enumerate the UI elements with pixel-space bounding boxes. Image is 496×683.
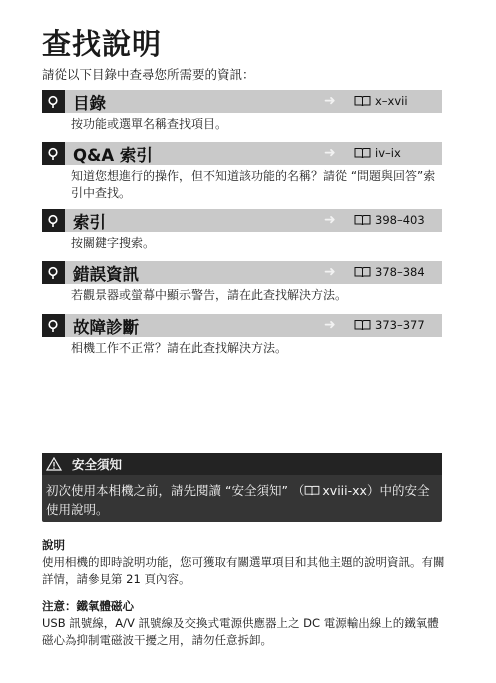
search-icon [42, 90, 65, 113]
entry-bar[interactable] [42, 142, 442, 165]
safety-text-after: ）中的安全使用說明。 [46, 483, 430, 517]
safety-title: 安全須知 [72, 457, 123, 472]
entry-description: 知道您想進行的操作，但不知道該功能的名稱？請從 “問題與回答”索引中查找。 [71, 169, 436, 200]
page-range: 378–384 [375, 265, 425, 279]
entry-bar[interactable] [42, 209, 442, 232]
page-reference[interactable] [354, 318, 425, 332]
safety-notice-box [42, 453, 442, 522]
notice-title: 注意：鐵氧體磁心 [42, 599, 134, 613]
entry-description: 相機工作不正常？請在此查找解決方法。 [71, 341, 288, 355]
entry-label: 索引 [73, 212, 106, 232]
entry-label: 目錄 [73, 93, 106, 113]
book-icon [304, 485, 320, 496]
page-reference[interactable] [354, 213, 425, 227]
page-reference[interactable] [354, 146, 401, 160]
page-title: 查找說明 [42, 27, 163, 61]
book-icon [354, 214, 371, 226]
search-icon [42, 261, 65, 284]
toc-entry[interactable] [42, 142, 442, 202]
arrow-right-icon: ➜ [324, 264, 336, 280]
search-icon [42, 142, 65, 165]
safety-header [42, 453, 442, 475]
book-icon [354, 266, 371, 278]
help-body: 使用相機的即時說明功能，您可獲取有關選單項目和其他主題的說明資訊。有關詳情，請參見第 21 頁內容。 [42, 555, 445, 586]
page-range: 398–403 [375, 213, 425, 227]
search-icon [42, 314, 65, 337]
safety-page-ref[interactable]: xviii-xx [322, 483, 367, 498]
arrow-right-icon: ➜ [324, 93, 336, 109]
page-range: x–xvii [375, 94, 408, 108]
arrow-right-icon: ➜ [324, 145, 336, 161]
toc-entry[interactable] [42, 261, 442, 304]
safety-body [42, 475, 442, 519]
safety-text-before: 初次使用本相機之前，請先閱讀 “安全須知” （ [46, 483, 305, 498]
book-icon [354, 319, 371, 331]
help-title: 說明 [42, 538, 65, 552]
entry-label: Q&A 索引 [73, 145, 153, 165]
arrow-right-icon: ➜ [324, 212, 336, 228]
page-reference[interactable] [354, 265, 425, 279]
book-icon [354, 95, 371, 107]
page-range: iv–ix [375, 146, 401, 160]
notice-body: USB 訊號線，A/V 訊號線及交換式電源供應器上之 DC 電源輸出線上的鐵氧體磁心為抑制電磁波干擾之用，請勿任意拆卸。 [42, 616, 439, 647]
entry-description: 若觀景器或螢幕中顯示警告，請在此查找解決方法。 [71, 288, 348, 302]
page-range: 373–377 [375, 318, 425, 332]
entry-bar[interactable] [42, 314, 442, 337]
entry-description: 按功能或選單名稱查找項目。 [71, 117, 228, 131]
toc-entry[interactable] [42, 314, 442, 357]
book-icon [354, 147, 371, 159]
warning-icon [46, 457, 62, 471]
toc-entry[interactable] [42, 90, 442, 133]
entry-bar[interactable] [42, 90, 442, 113]
page-subtitle: 請從以下目錄中查尋您所需要的資訊： [42, 67, 255, 82]
entry-bar[interactable] [42, 261, 442, 284]
entry-label: 故障診斷 [73, 317, 139, 337]
toc-entry[interactable] [42, 209, 442, 252]
search-icon [42, 209, 65, 232]
arrow-right-icon: ➜ [324, 317, 336, 333]
entry-description: 按關鍵字搜索。 [71, 236, 156, 250]
page-reference[interactable] [354, 94, 408, 108]
entry-label: 錯誤資訊 [73, 264, 139, 284]
